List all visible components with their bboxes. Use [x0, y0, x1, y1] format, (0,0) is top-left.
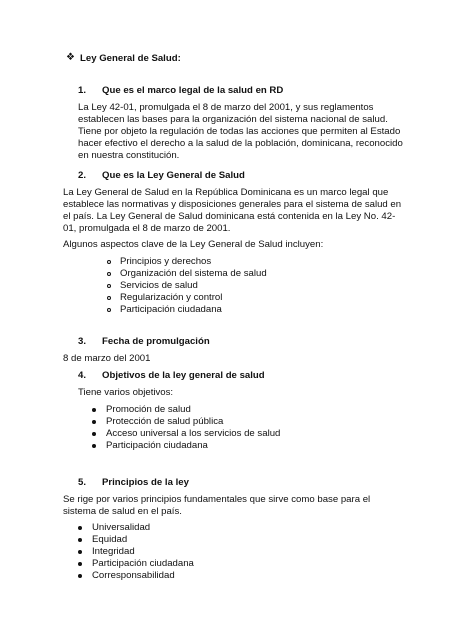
section-3-heading: Fecha de promulgación: [102, 336, 210, 347]
list-item: Servicios de salud: [120, 280, 198, 291]
document-title: Ley General de Salud:: [80, 53, 181, 64]
section-3-number: 3.: [78, 336, 87, 347]
circle-bullet-icon: [107, 284, 111, 288]
circle-bullet-icon: [107, 296, 111, 300]
bullet-dot-icon: [78, 562, 82, 566]
list-item: Universalidad: [92, 522, 151, 533]
section-5-paragraph: [63, 494, 423, 518]
paragraph-line: establece las normativas y disposiciones generales para el sistema de salud en: [63, 199, 402, 210]
section-2-paragraph: [63, 187, 423, 235]
circle-bullet-icon: [107, 260, 111, 264]
list-item: Organización del sistema de salud: [120, 268, 267, 279]
paragraph-line: sistema de salud en el país.: [63, 506, 182, 517]
bullet-dot-icon: [78, 526, 82, 530]
section-4-heading: Objetivos de la ley general de salud: [102, 370, 265, 381]
list-item: Acceso universal a los servicios de salud: [106, 428, 281, 439]
section-2-number: 2.: [78, 170, 87, 181]
bullet-dot-icon: [92, 444, 96, 448]
list-item: Participación ciudadana: [120, 304, 222, 315]
section-1-heading: Que es el marco legal de la salud en RD: [102, 85, 284, 96]
paragraph-line: La Ley 42-01, promulgada el 8 de marzo del 2001, y sus reglamentos: [78, 102, 374, 113]
list-item: Participación ciudadana: [106, 440, 208, 451]
paragraph-line: 01, promulgada el 8 de marzo de 2001.: [63, 223, 231, 234]
list-item: Equidad: [92, 534, 128, 545]
list-item: Protección de salud pública: [106, 416, 224, 427]
section-3-text: 8 de marzo del 2001: [63, 353, 151, 364]
bullet-dot-icon: [78, 550, 82, 554]
section-4-intro: Tiene varios objetivos:: [78, 387, 174, 398]
paragraph-line: establecen las bases para la organización del sistema nacional de salud.: [78, 114, 388, 125]
bullet-dot-icon: [92, 432, 96, 436]
paragraph-line: el país. La Ley General de Salud dominicana está contenida en la Ley No. 42-: [63, 211, 396, 222]
paragraph-line: hacer efectivo el derecho a la salud de la población, dominicana, reconocido: [78, 138, 403, 149]
paragraph-line: en nuestra constitución.: [78, 150, 180, 161]
paragraph-line: La Ley General de Salud en la República Dominicana es un marco legal que: [63, 187, 389, 198]
list-item: Regularización y control: [120, 292, 223, 303]
bullet-dot-icon: [92, 408, 96, 412]
section-2-intro: Algunos aspectos clave de la Ley General de Salud incluyen:: [63, 239, 324, 250]
list-item: Integridad: [92, 546, 135, 557]
section-1-number: 1.: [78, 85, 87, 96]
section-5-heading: Principios de la ley: [102, 477, 189, 488]
list-item: Participación ciudadana: [92, 558, 194, 569]
section-4-number: 4.: [78, 370, 87, 381]
bullet-dot-icon: [78, 574, 82, 578]
section-2-heading: Que es la Ley General de Salud: [102, 170, 245, 181]
circle-bullet-icon: [107, 308, 111, 312]
list-item: Promoción de salud: [106, 404, 191, 415]
bullet-dot-icon: [78, 538, 82, 542]
list-item: Corresponsabilidad: [92, 570, 175, 581]
paragraph-line: Tiene por objeto la regulación de todas las acciones que permiten al Estado: [78, 126, 401, 137]
paragraph-line: Se rige por varios principios fundamentales que sirve como base para el: [63, 494, 371, 505]
section-5-number: 5.: [78, 477, 87, 488]
list-item: Principios y derechos: [120, 256, 212, 267]
diamond-bullet-icon: ❖: [66, 52, 75, 63]
section-1-paragraph: [78, 102, 418, 162]
circle-bullet-icon: [107, 272, 111, 276]
bullet-dot-icon: [92, 420, 96, 424]
